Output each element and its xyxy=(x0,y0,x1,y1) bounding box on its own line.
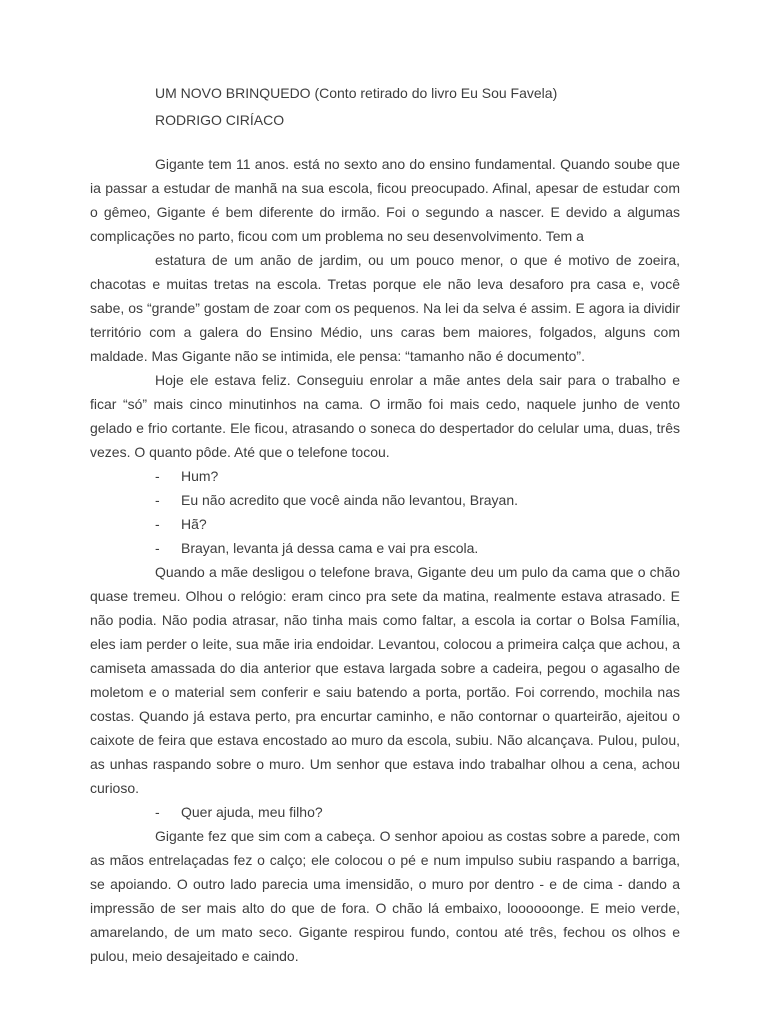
dialogue-dash: - xyxy=(155,492,160,508)
dialogue-dash: - xyxy=(155,516,160,532)
title-block xyxy=(155,80,680,134)
paragraph-text: Gigante fez que sim com a cabeça. O senhor apoiou as costas sobre a parede, com as mãos entrelaçadas fez o calço; ele colocou o pé e num impulso subiu raspando a barriga, se apoiando. O outro lado parecia uma imensidão, o muro por dentro - e de cima - dando a impressão de ser mais alto do que de fora. O chão lá embaixo, loooooonge. E meio verde, amarelando, de um mato seco. Gigante respirou fundo, contou até três, fechou os olhos e pulou, meio desajeitado e caindo. xyxy=(90,828,680,964)
story-paragraph xyxy=(90,560,680,800)
dialogue-dash: - xyxy=(155,804,160,820)
paragraph-text: Quando a mãe desligou o telefone brava, Gigante deu um pulo da cama que o chão quase tremeu. Olhou o relógio: eram cinco pra sete da matina, realmente estava atrasado. E não podia. Não podia atrasar, não tinha mais como faltar, a escola ia cortar o Bolsa Família, eles iam perder o leite, sua mãe iria endoidar. Levantou, colocou a primeira calça que achou, a camiseta amassada do dia anterior que estava largada sobre a cadeira, pegou o agasalho de moletom e o material sem conferir e saiu batendo a porta, portão. Foi correndo, mochila nas costas. Quando já estava perto, pra encurtar caminho, e não contornar o quarteirão, ajeitou o caixote de feira que estava encostado ao muro da escola, subiu. Não alcançava. Pulou, pulou, as unhas raspando sobre o muro. Um senhor que estava indo trabalhar olhou a cena, achou curioso. xyxy=(90,564,680,796)
story-body xyxy=(90,152,680,968)
story-paragraph xyxy=(90,152,680,248)
dialogue-text: Quer ajuda, meu filho? xyxy=(181,804,323,820)
story-title: UM NOVO BRINQUEDO (Conto retirado do livro Eu Sou Favela) xyxy=(155,85,558,101)
dialogue-line xyxy=(90,512,680,536)
paragraph-text: estatura de um anão de jardim, ou um pouco menor, o que é motivo de zoeira, chacotas e muitas tretas na escola. Tretas porque ele não leva desaforo pra casa e, você sabe, os “grande” gostam de zoar com os pequenos. Na lei da selva é assim. E agora ia dividir território com a galera do Ensino Médio, uns caras bem maiores, folgados, alguns com maldade. Mas Gigante não se intimida, ele pensa: “tamanho não é documento”. xyxy=(90,252,680,364)
dialogue-text: Brayan, levanta já dessa cama e vai pra escola. xyxy=(181,540,479,556)
paragraph-text: Gigante tem 11 anos. está no sexto ano do ensino fundamental. Quando soube que ia passar a estudar de manhã na sua escola, ficou preocupado. Afinal, apesar de estudar com o gêmeo, Gigante é bem diferente do irmão. Foi o segundo a nascer. E devido a algumas complicações no parto, ficou com um problema no seu desenvolvimento. Tem a xyxy=(90,156,680,244)
story-paragraph xyxy=(90,824,680,968)
story-author: RODRIGO CIRÍACO xyxy=(155,112,285,128)
dialogue-line xyxy=(90,464,680,488)
dialogue-dash: - xyxy=(155,468,160,484)
story-paragraph xyxy=(90,368,680,464)
dialogue-text: Hã? xyxy=(181,516,207,532)
paragraph-text: Hoje ele estava feliz. Conseguiu enrolar a mãe antes dela sair para o trabalho e ficar “só” mais cinco minutinhos na cama. O irmão foi mais cedo, naquele junho de vento gelado e frio cortante. Ele ficou, atrasando o soneca do despertador do celular uma, duas, três vezes. O quanto pôde. Até que o telefone tocou. xyxy=(90,372,680,460)
story-paragraph xyxy=(90,248,680,368)
dialogue-line xyxy=(90,800,680,824)
dialogue-text: Hum? xyxy=(181,468,219,484)
dialogue-line xyxy=(90,488,680,512)
dialogue-text: Eu não acredito que você ainda não levantou, Brayan. xyxy=(181,492,519,508)
dialogue-dash: - xyxy=(155,540,160,556)
dialogue-line xyxy=(90,536,680,560)
